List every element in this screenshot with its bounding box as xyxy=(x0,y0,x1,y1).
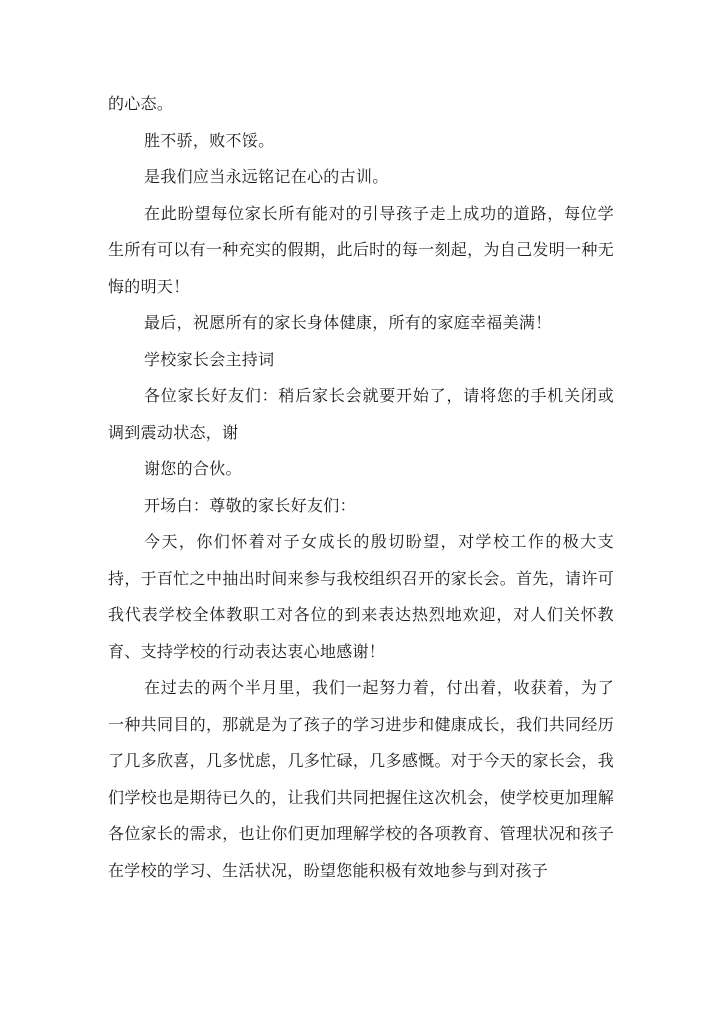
paragraph-1: 胜不骄，败不馁。 xyxy=(144,130,275,150)
document-body xyxy=(108,86,614,889)
paragraph-8: 开场白：尊敬的家长好友们： xyxy=(144,495,356,515)
paragraph-10: 在过去的两个半月里，我们一起努力着，付出着，收获着，为了一种共同目的，那就是为了孩子的学习进步和健康成长，我们共同经历了几多欣喜，几多忧虑，几多忙碌，几多感慨。对于今天的家长会，我们学校也是期待已久的，让我们共同把握住这次机会，使学校更加理解各位家长的需求，也让你们更加理解学校的各项教育、管理状况和孩子在学校的学习、生活状况，盼望您能积极有效地参与到对孩子 xyxy=(108,678,614,880)
paragraph-7: 谢您的合伙。 xyxy=(144,459,242,478)
paragraph-2: 是我们应当永远铭记在心的古训。 xyxy=(144,167,389,186)
paragraph-3: 在此盼望每位家长所有能对的引导孩子走上成功的道路，每位学生所有可以有一种充实的假期，此后时的每一刻起，为自己发明一种无悔的明天！ xyxy=(108,203,614,296)
paragraph-6: 各位家长好友们：稍后家长会就要开始了，请将您的手机关闭或调到震动状态，谢 xyxy=(108,386,614,442)
paragraph-0: 的心态。 xyxy=(108,94,174,113)
paragraph-9: 今天，你们怀着对子女成长的殷切盼望，对学校工作的极大支持，于百忙之中抽出时间来参与我校组织召开的家长会。首先，请许可我代表学校全体教职工对各位的到来表达热烈地欢迎，对人们关怀教育、支持学校的行动表达衷心地感谢！ xyxy=(108,532,614,661)
section-heading: 学校家长会主持词 xyxy=(144,349,275,369)
paragraph-4: 最后，祝愿所有的家长身体健康，所有的家庭幸福美满！ xyxy=(144,313,552,332)
